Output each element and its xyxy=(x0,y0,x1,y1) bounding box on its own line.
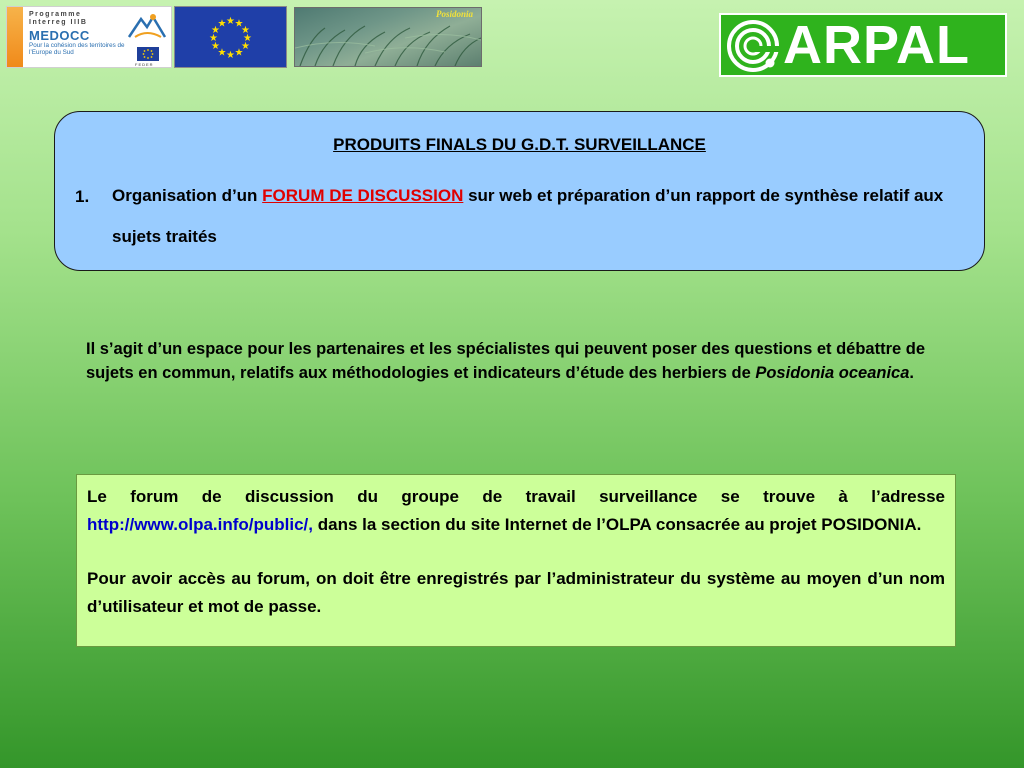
products-panel xyxy=(54,111,985,271)
posidonia-image xyxy=(294,7,482,67)
list-item-number: 1. xyxy=(75,187,90,206)
medocc-logo xyxy=(6,6,172,68)
species-name: Posidonia oceanica xyxy=(755,364,910,382)
medocc-program-line1: Programme xyxy=(29,11,82,18)
medocc-program-text xyxy=(29,11,87,27)
eu-stars-icon xyxy=(175,7,286,67)
medocc-program-line2: Interreg IIIB xyxy=(29,19,88,26)
feder-flag-icon xyxy=(137,47,159,61)
medocc-stripe xyxy=(7,7,23,67)
arpal-spiral-icon xyxy=(725,19,781,73)
arpal-wordmark: ARPAL xyxy=(783,15,970,75)
svg-text:★: ★ xyxy=(211,25,220,36)
item-suffix: sur web et préparation d’un rapport de synthèse relatif aux sujets traités xyxy=(112,186,944,246)
svg-text:★: ★ xyxy=(211,41,220,52)
svg-text:★: ★ xyxy=(226,50,235,61)
description-paragraph xyxy=(86,337,966,385)
posidonia-label: Posidonia xyxy=(435,9,473,19)
medocc-name: MEDOCC xyxy=(29,28,90,43)
arpal-logo xyxy=(719,13,1007,77)
svg-text:★: ★ xyxy=(217,18,227,30)
svg-text:★: ★ xyxy=(226,16,235,27)
forum-highlight: FORUM DE DISCUSSION xyxy=(262,186,464,205)
feder-label: FEDER xyxy=(135,62,154,67)
description-text: Il s’agit d’un espace pour les partenaires et les spécialistes qui peuvent poser des questions et débattre de sujets en commun, relatifs aux méthodologies et indicateurs d’étude des herbiers de xyxy=(86,340,926,382)
svg-text:★: ★ xyxy=(243,33,252,44)
forum-address-prefix: Le forum de discussion du groupe de travail surveillance se trouve à l’adresse xyxy=(87,487,945,506)
svg-text:★: ★ xyxy=(234,47,244,59)
svg-text:★: ★ xyxy=(241,41,250,52)
svg-text:★: ★ xyxy=(209,33,218,44)
svg-text:★: ★ xyxy=(234,18,244,30)
item-prefix: Organisation d’un xyxy=(112,186,263,205)
panel-title: PRODUITS FINALS DU G.D.T. SURVEILLANCE xyxy=(333,135,706,154)
forum-url-link[interactable]: http://www.olpa.info/public/, xyxy=(87,514,314,534)
svg-text:★: ★ xyxy=(241,25,250,36)
forum-address-paragraph xyxy=(87,483,945,538)
list-item-text xyxy=(112,175,952,257)
forum-info-box xyxy=(76,474,956,647)
svg-text:★: ★ xyxy=(217,47,227,59)
medocc-mountain-icon xyxy=(127,11,167,41)
forum-address-suffix: dans la section du site Internet de l’OLPA consacrée au projet POSIDONIA. xyxy=(313,514,922,534)
description-end: . xyxy=(909,364,914,382)
medocc-tagline: Pour la cohésion des territoires de l’Europe du Sud xyxy=(29,42,125,56)
eu-flag-logo xyxy=(174,6,287,68)
registration-paragraph: Pour avoir accès au forum, on doit être enregistrés par l’administrateur du système au moyen d’un nom d’utilisateur et mot de passe. xyxy=(87,569,945,616)
